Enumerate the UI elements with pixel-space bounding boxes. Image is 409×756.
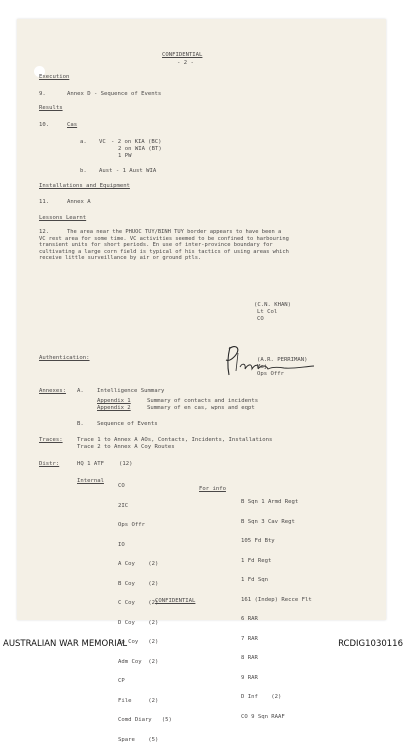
cas-b-text: Aust - 1 Aust WIA [99, 168, 157, 174]
cas-a-line-2: 2 on WIA (BT) [118, 146, 162, 152]
for-info-item: 7 RAR [241, 635, 258, 642]
internal-item: Ops Offr [118, 522, 145, 528]
for-info-item: 105 Fd Bty [241, 538, 275, 544]
internal-item: Spare (5) [118, 736, 159, 743]
internal-item: A Coy (2) [118, 561, 159, 567]
for-info-item: B Sqn 1 Armd Regt [241, 499, 299, 505]
annex-b-label: B. [77, 421, 84, 427]
cas-a-line-1: - 2 on KIA (BC) [111, 139, 162, 145]
signatory-1-name: (C.N. KHAN) [254, 302, 292, 308]
signatory-2-name: (A.R. PERRIMAN) [257, 357, 308, 363]
appendix-1-label: Appendix 1 [97, 398, 131, 404]
results-heading: Results [39, 105, 63, 111]
cas-a-label: a. [80, 139, 87, 145]
para-12-line: VC rest area for some time. VC activities seemed to be confined to harbouring [39, 235, 289, 242]
for-info-item: 161 (Indep) Recce Flt [241, 596, 312, 603]
for-info-item: 6 RAR [241, 616, 258, 622]
appendix-1-text: Summary of contacts and incidents [147, 398, 259, 404]
installations-heading: Installations and Equipment [39, 183, 130, 189]
authentication-label: Authentication: [39, 355, 90, 361]
archive-name: AUSTRALIAN WAR MEMORIAL [3, 639, 128, 649]
cas-b-label: b. [80, 168, 87, 174]
internal-item: Sp Coy (2) [118, 639, 159, 645]
signatory-1-rank: Lt Col [257, 309, 278, 315]
trace-1: Trace 1 to Annex A AOs, Contacts, Incidents, Installations [77, 437, 273, 443]
for-info-label: For info [199, 486, 226, 492]
appendix-2-text: Summary of en cas, wpns and eqpt [147, 405, 255, 411]
internal-item: File (2) [118, 697, 159, 704]
archive-footer [0, 636, 409, 653]
para-9-number: 9. [39, 91, 46, 97]
page-number: - 2 - [177, 60, 194, 66]
appendix-2-label: Appendix 2 [97, 405, 131, 411]
para-12-line: The area near the PHUOC TUY/BINH TUY border appears to have been a [67, 229, 282, 235]
para-12-number: 12. [39, 229, 50, 235]
internal-item: CP [118, 678, 125, 684]
classification-footer: CONFIDENTIAL [155, 598, 196, 604]
distr-hq-count: (12) [119, 461, 133, 467]
for-info-item: B Sqn 3 Cav Regt [241, 518, 295, 525]
for-info-item: 9 RAR [241, 674, 258, 681]
distr-label: Distr: [39, 461, 60, 467]
signatory-1-appointment: CO [257, 316, 264, 322]
distr-hq: HQ 1 ATF [77, 461, 104, 467]
for-info-item: D Inf (2) [241, 694, 282, 700]
for-info-item: 8 RAR [241, 655, 258, 661]
execution-heading: Execution [39, 74, 70, 80]
para-12-line: cultivating a large corn field is typical of his tactics of using areas which [39, 248, 289, 255]
annex-a-text: Intelligence Summary [97, 388, 165, 394]
for-info-list [241, 486, 312, 733]
internal-item: Adm Coy (2) [118, 658, 159, 665]
for-info-item: CO 9 Sqn RAAF [241, 713, 285, 720]
para-11-number: 11. [39, 199, 50, 205]
internal-item: 2IC [118, 502, 129, 509]
internal-item: B Coy (2) [118, 580, 159, 587]
classification-header: CONFIDENTIAL [162, 52, 203, 58]
trace-2: Trace 2 to Annex A Coy Routes [77, 444, 175, 450]
annex-a-label: A. [77, 388, 84, 394]
internal-item: IO [118, 541, 125, 548]
traces-label: Traces: [39, 437, 63, 443]
lessons-heading: Lessons Learnt [39, 215, 87, 221]
annexes-label: Annexes: [39, 388, 66, 394]
internal-item: D Coy (2) [118, 619, 159, 626]
signatory-2-appointment: Ops Offr [257, 371, 284, 377]
internal-list [118, 470, 172, 756]
para-12-line: receive little surveillance by air or ground ptls. [39, 255, 202, 262]
cas-a-line-3: 1 PW [118, 153, 132, 159]
para-12-line: transient units for short periods. En use of inter-province boundary for [39, 242, 273, 249]
para-11-text: Annex A [67, 199, 91, 205]
cas-heading: Cas [67, 122, 78, 128]
annex-b-text: Sequence of Events [97, 421, 158, 427]
for-info-item: 1 Fd Regt [241, 557, 272, 564]
signatory-2-rank: Maj [257, 364, 268, 370]
para-10-number: 10. [39, 122, 50, 128]
cas-a-vc: VC [99, 139, 106, 145]
internal-item: CO [118, 483, 125, 489]
internal-item: C Coy (2) [118, 600, 159, 606]
internal-item: Comd Diary (5) [118, 717, 172, 723]
archive-reference: RCDIG1030116 [338, 639, 403, 649]
internal-label: Internal [77, 478, 104, 484]
for-info-item: 1 Fd Sqn [241, 577, 268, 583]
para-9-text: Annex D - Sequence of Events [67, 91, 162, 97]
